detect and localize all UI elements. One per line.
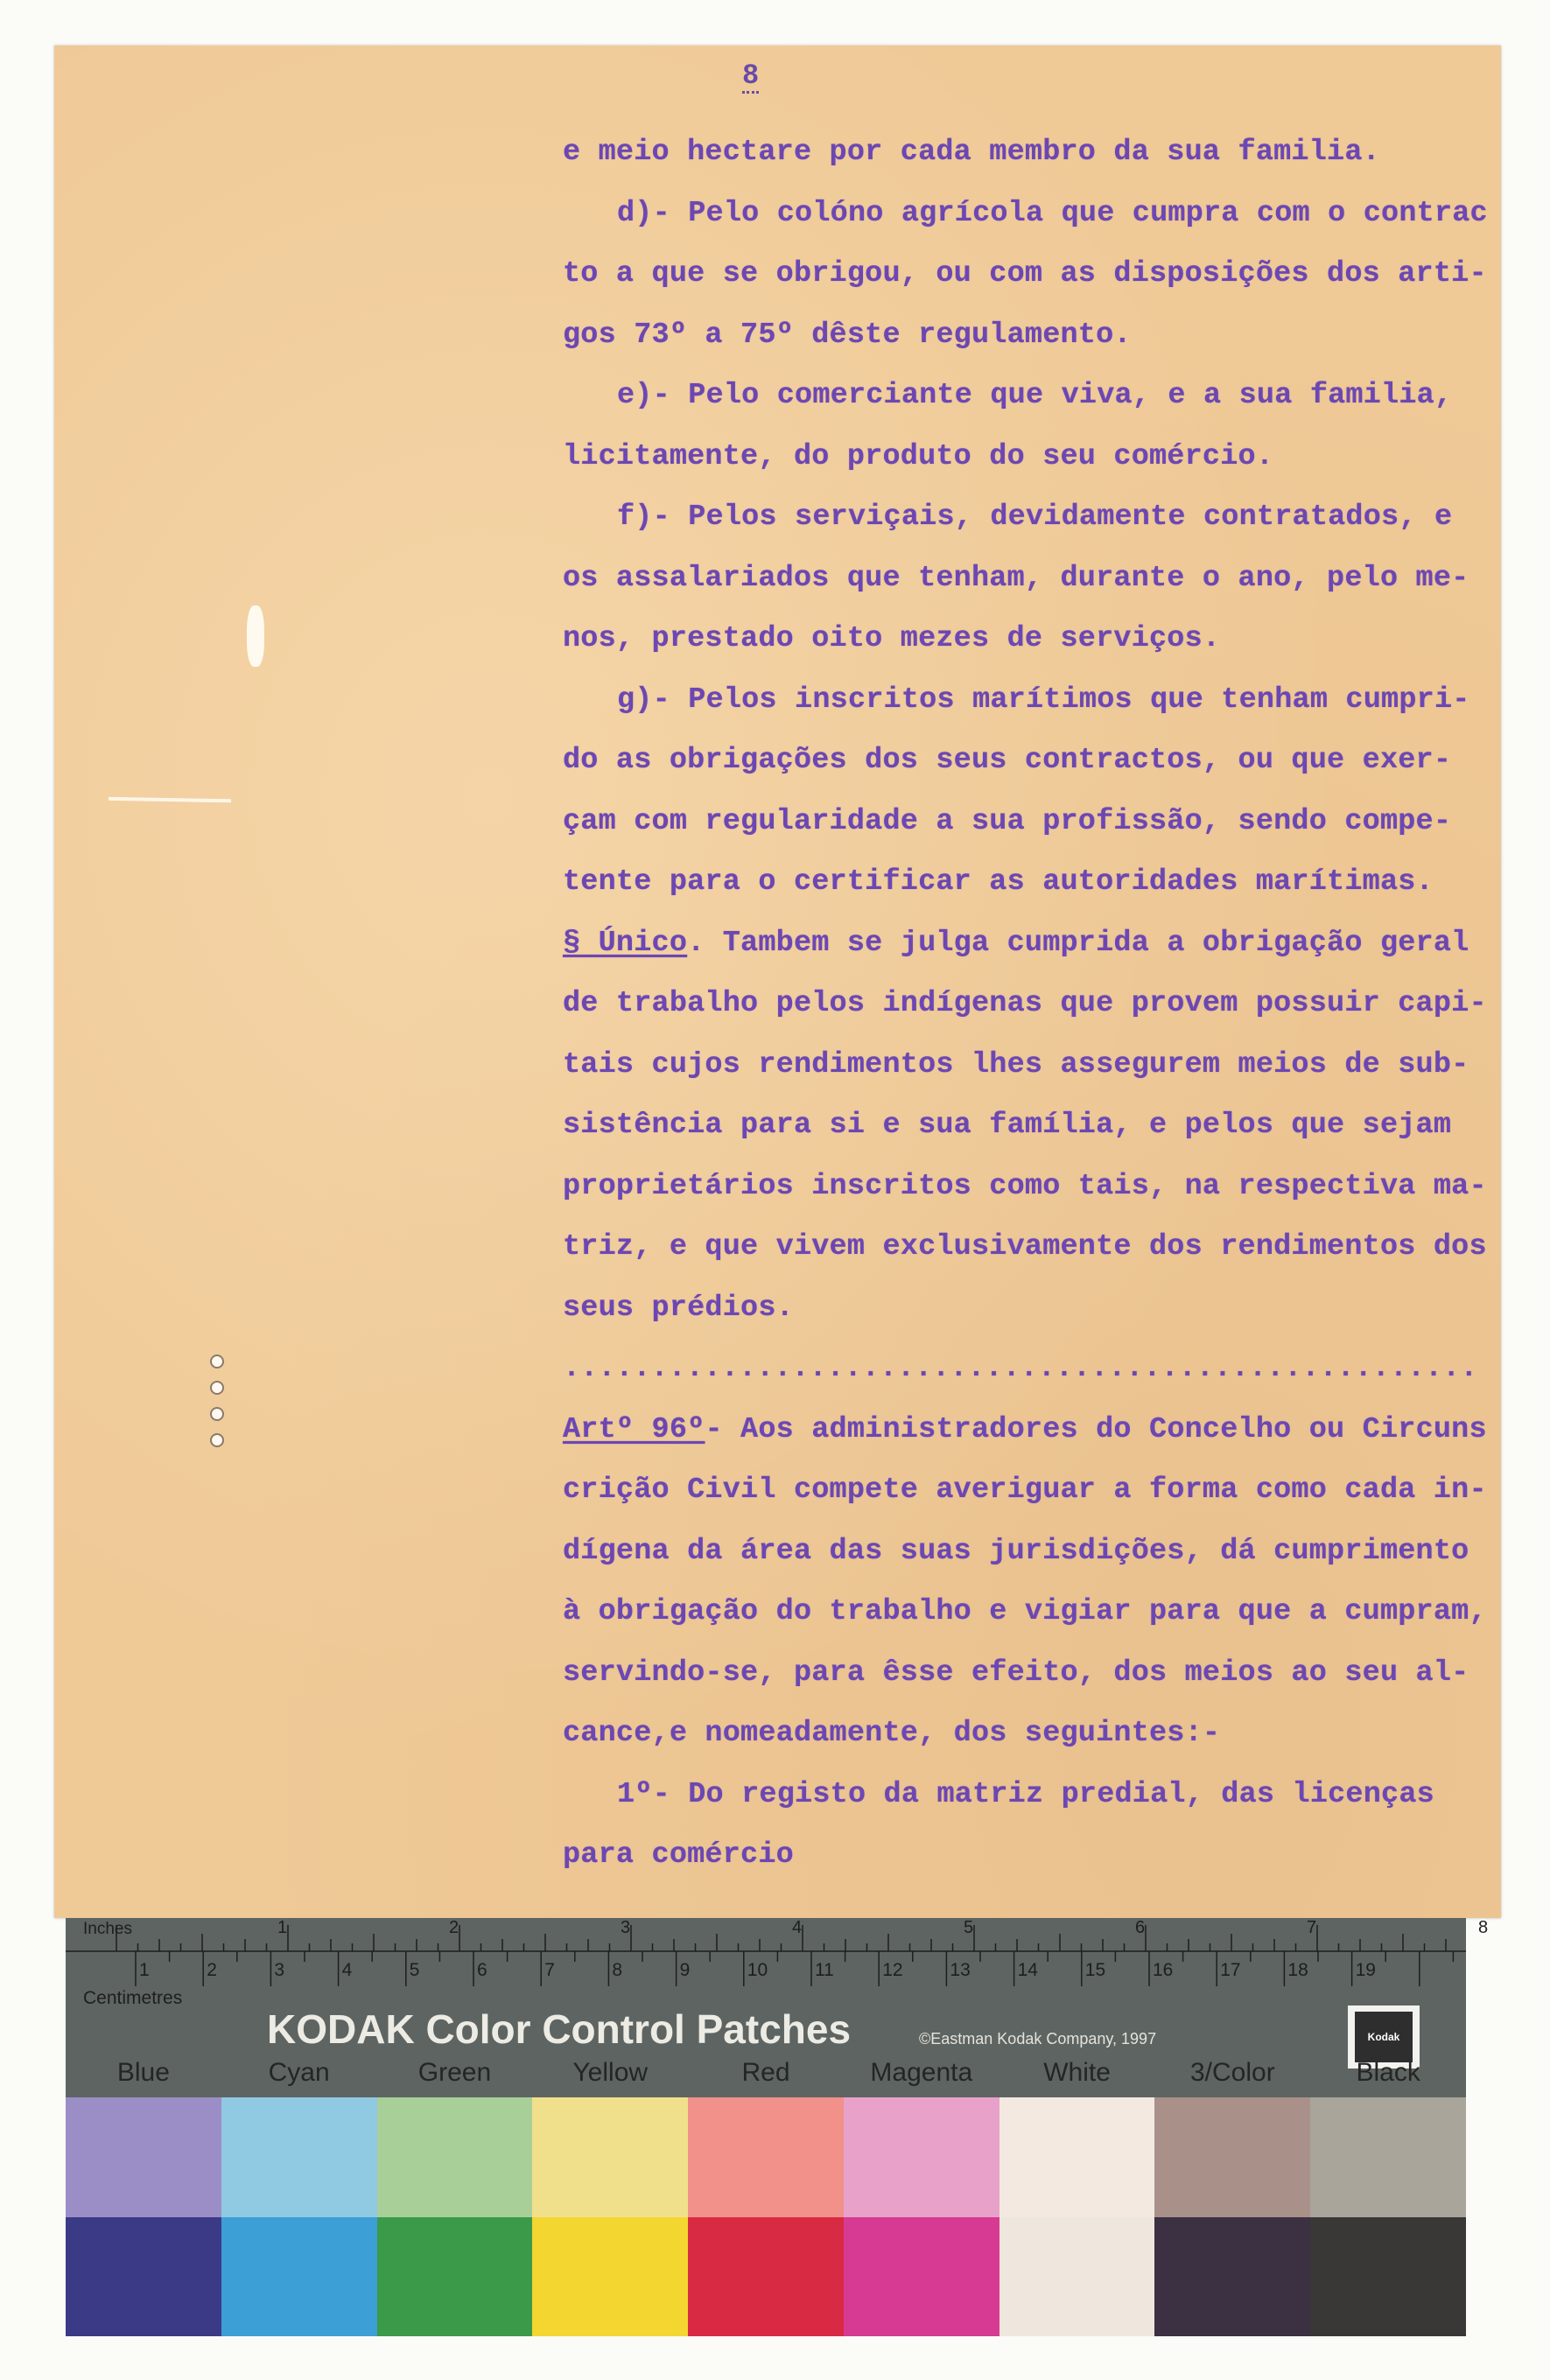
patch-light — [688, 2097, 844, 2217]
patch-label-3-color: 3/Color — [1190, 2058, 1275, 2087]
patch-light — [1154, 2097, 1310, 2217]
kodak-copyright: ©Eastman Kodak Company, 1997 — [919, 2030, 1157, 2048]
line-text: çam com regularidade a sua profissão, sendo compe- — [563, 804, 1452, 838]
line-text: f)- Pelos serviçais, devidamente contratados, e — [617, 500, 1453, 534]
punch-hole — [210, 1354, 224, 1368]
inches-label: Inches — [83, 1920, 132, 1938]
patch-dark — [1310, 2217, 1466, 2337]
cm-tick-label: 6 — [477, 1960, 487, 1980]
line-text: tente para o certificar as autoridades marítimas. — [563, 865, 1434, 899]
line-text: à obrigação do trabalho e vigiar para que a cumpram, — [563, 1595, 1487, 1628]
line-text: para comércio — [563, 1838, 794, 1872]
patch-light — [532, 2097, 688, 2217]
kodak-logo-text: Kodak — [1355, 2012, 1413, 2062]
patch-dark — [66, 2217, 221, 2337]
patch-column — [532, 2097, 688, 2336]
kodak-color-control-strip — [66, 1918, 1489, 2336]
text-line — [563, 974, 1508, 1035]
inch-tick-label: 1 — [277, 1918, 288, 1937]
inch-tick-label: 4 — [792, 1918, 803, 1937]
cm-tick-label: 11 — [815, 1960, 834, 1980]
patch-dark — [1154, 2217, 1310, 2337]
text-line — [563, 1522, 1508, 1583]
kodak-title: KODAK Color Control Patches — [267, 2006, 852, 2052]
line-text: nos, prestado oito mezes de serviços. — [563, 622, 1221, 655]
text-line — [563, 609, 1508, 670]
color-patches — [66, 2097, 1466, 2336]
text-line — [563, 487, 1508, 549]
text-line — [563, 549, 1508, 610]
text-line — [563, 1825, 1508, 1886]
line-text: e)- Pelo comerciante que viva, e a sua familia, — [617, 379, 1453, 412]
line-text: triz, e que vivem exclusivamente dos rendimentos dos — [563, 1230, 1487, 1264]
text-line — [563, 914, 1508, 975]
cm-tick-label: 13 — [950, 1960, 971, 1980]
cm-tick-label: 5 — [409, 1960, 420, 1980]
paper-tear — [247, 606, 264, 667]
line-text: g)- Pelos inscritos marítimos que tenham cumpri- — [617, 682, 1470, 717]
line-text: 1º- Do registo da matriz predial, das licenças — [617, 1777, 1434, 1811]
punch-hole — [210, 1381, 224, 1395]
inch-tick-label: 7 — [1307, 1918, 1317, 1937]
text-line — [563, 1035, 1508, 1096]
inch-tick-label: 5 — [964, 1918, 974, 1937]
cm-tick-label: 3 — [274, 1960, 285, 1980]
patch-light — [844, 2097, 999, 2217]
patch-column — [66, 2097, 221, 2336]
text-line — [563, 1157, 1508, 1218]
line-text: proprietários inscritos como tais, na respectiva ma- — [563, 1169, 1487, 1203]
cm-tick-label: 17 — [1220, 1960, 1241, 1980]
text-line — [563, 1582, 1508, 1643]
text-line — [563, 1400, 1508, 1461]
cm-tick-label: 10 — [747, 1960, 768, 1980]
patch-label-white: White — [1043, 2058, 1111, 2087]
line-text: do as obrigações dos seus contractos, ou que exer- — [563, 744, 1452, 777]
line-text: servindo-se, para êsse efeito, dos meios ao seu al- — [563, 1656, 1469, 1690]
cm-tick-label: 15 — [1084, 1960, 1106, 1980]
patch-label-green: Green — [417, 2058, 492, 2087]
text-line — [563, 184, 1508, 245]
patch-dark — [999, 2217, 1155, 2337]
patch-light — [1310, 2097, 1466, 2217]
cm-tick-label: 16 — [1153, 1960, 1174, 1980]
ruler — [66, 1918, 1466, 1997]
text-line — [563, 122, 1508, 184]
patch-label-yellow: Yellow — [572, 2058, 649, 2087]
patch-label-cyan: Cyan — [268, 2058, 330, 2087]
punch-hole — [210, 1433, 224, 1447]
patch-dark — [688, 2217, 844, 2337]
line-text: cance,e nomeadamente, dos seguintes:- — [563, 1717, 1221, 1750]
patch-column — [377, 2097, 533, 2336]
patch-label-black: Black — [1356, 2058, 1420, 2087]
paper-tear — [109, 797, 231, 802]
line-text: e meio hectare por cada membro da sua familia. — [563, 136, 1380, 169]
line-text: sistência para si e sua família, e pelos que sejam — [563, 1109, 1452, 1142]
patch-light — [377, 2097, 533, 2217]
text-line — [563, 1765, 1508, 1826]
text-line — [563, 427, 1508, 488]
line-text: de trabalho pelos indígenas que provem possuir capi- — [563, 987, 1487, 1020]
text-line — [563, 1096, 1508, 1157]
patch-label-blue: Blue — [116, 2058, 170, 2087]
text-line — [563, 1460, 1508, 1522]
text-line — [563, 670, 1508, 732]
text-line — [563, 244, 1508, 305]
patch-column — [844, 2097, 999, 2336]
line-text: licitamente, do produto do seu comércio. — [563, 439, 1274, 473]
text-line — [563, 1643, 1508, 1704]
patch-dark — [532, 2217, 688, 2337]
cm-tick-label: 4 — [341, 1960, 353, 1980]
cm-tick-label: 1 — [139, 1960, 150, 1980]
centimetres-label: Centimetres — [83, 1988, 183, 2008]
underlined-heading: § Único — [563, 926, 688, 960]
line-text: .................................................... — [563, 1352, 1478, 1385]
patch-column — [688, 2097, 844, 2336]
patch-dark — [221, 2217, 377, 2337]
cm-tick-label: 12 — [882, 1960, 903, 1980]
cm-tick-label: 14 — [1017, 1960, 1038, 1980]
patch-column — [1310, 2097, 1466, 2336]
patch-label-red: Red — [741, 2058, 790, 2087]
line-text: dígena da área das suas jurisdições, dá cumprimento — [563, 1534, 1469, 1568]
line-text: os assalariados que tenham, durante o ano, pelo me- — [563, 561, 1469, 595]
text-line — [563, 366, 1508, 427]
patch-light — [221, 2097, 377, 2217]
text-line — [563, 1217, 1508, 1278]
cm-tick-label: 8 — [612, 1960, 623, 1980]
patch-column — [1154, 2097, 1310, 2336]
cm-tick-label: 9 — [679, 1960, 691, 1980]
cm-tick-label: 19 — [1355, 1960, 1376, 1980]
cm-tick-label: 18 — [1287, 1960, 1308, 1980]
text-line — [563, 792, 1508, 853]
inch-tick-label: 6 — [1135, 1918, 1146, 1937]
text-line — [563, 852, 1508, 914]
text-line — [563, 1278, 1508, 1340]
cm-tick-label: 2 — [207, 1960, 217, 1980]
line-text: gos 73º a 75º dêste regulamento. — [563, 318, 1132, 352]
inch-tick-label: 8 — [1478, 1918, 1489, 1937]
line-text: d)- Pelo colóno agrícola que cumpra com o contrac — [617, 196, 1488, 230]
line-text: - Aos administradores do Concelho ou Circuns — [705, 1412, 1487, 1446]
punch-hole — [210, 1407, 224, 1421]
dotted-separator — [563, 1339, 1508, 1400]
patch-light — [999, 2097, 1155, 2217]
line-text: tais cujos rendimentos lhes assegurem meios de sub- — [563, 1047, 1469, 1082]
underlined-heading: Artº 96º — [563, 1412, 705, 1446]
patch-labels — [66, 2058, 1466, 2093]
line-text: seus prédios. — [563, 1291, 794, 1325]
text-line — [563, 305, 1508, 367]
text-line — [563, 1704, 1508, 1765]
inch-tick-label: 2 — [449, 1918, 459, 1937]
patch-dark — [377, 2217, 533, 2337]
inch-tick-label: 3 — [621, 1918, 631, 1937]
patch-label-magenta: Magenta — [870, 2058, 973, 2087]
patch-dark — [844, 2217, 999, 2337]
line-text: . Tambem se julga cumprida a obrigação geral — [687, 926, 1469, 960]
patch-column — [221, 2097, 377, 2336]
cm-tick-label: 7 — [544, 1960, 555, 1980]
line-text: crição Civil compete averiguar a forma como cada in- — [563, 1474, 1487, 1507]
document-body — [563, 122, 1508, 1886]
line-text: to a que se obrigou, ou com as disposições dos arti- — [563, 257, 1487, 290]
page-number: 8 — [742, 60, 760, 92]
patch-light — [66, 2097, 221, 2217]
text-line — [563, 731, 1508, 792]
patch-column — [999, 2097, 1155, 2336]
